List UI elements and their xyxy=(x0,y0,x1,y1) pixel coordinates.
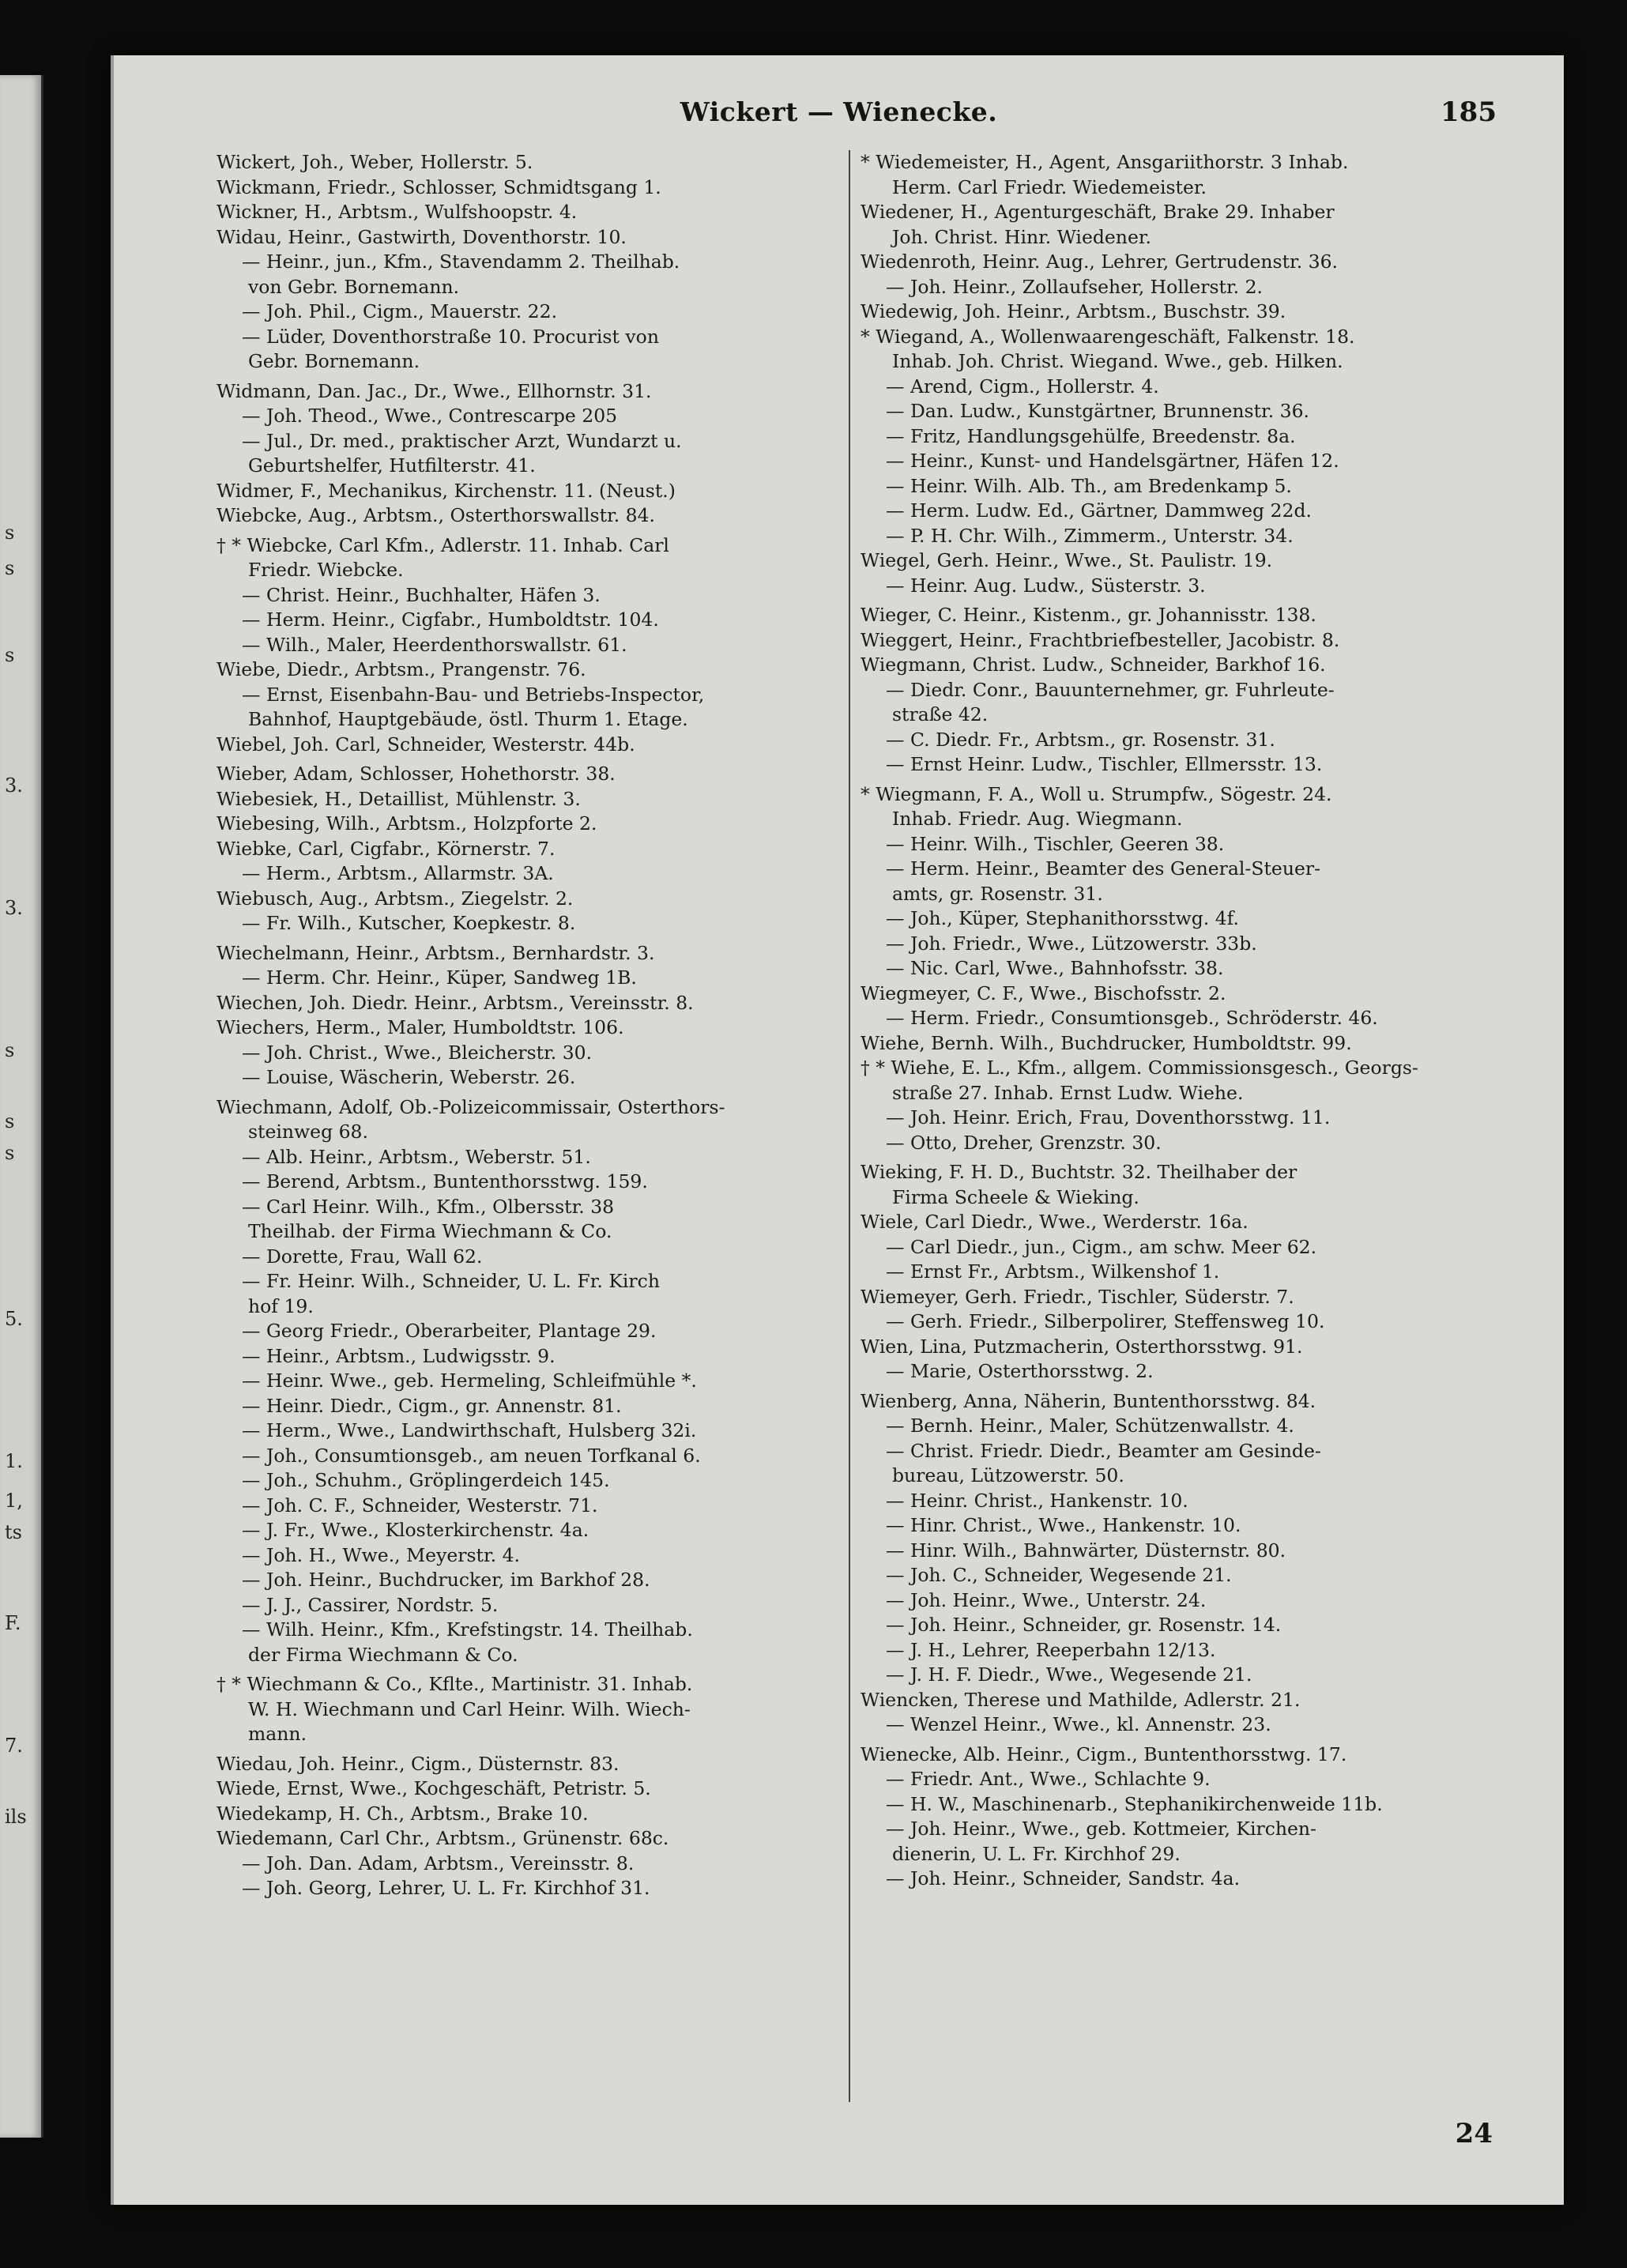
edge-fragment: ts xyxy=(5,1521,22,1543)
edge-fragment: s xyxy=(5,1110,15,1132)
directory-entry: — Heinr. Wilh. Alb. Th., am Bredenkamp 5. xyxy=(886,474,1292,497)
running-head: Wickert — Wienecke. xyxy=(680,96,998,127)
edge-fragment: s xyxy=(5,522,15,544)
directory-entry: * Wiedemeister, H., Agent, Ansgariithorstr. 3 Inhab. xyxy=(861,151,1349,173)
directory-entry: Wiebcke, Aug., Arbtsm., Osterthorswallstr. 84. xyxy=(217,504,656,526)
directory-entry: Wiebe, Diedr., Arbtsm., Prangenstr. 76. xyxy=(217,658,586,680)
adjacent-page-edge xyxy=(0,75,43,2138)
directory-entry: Wieggert, Heinr., Frachtbriefbesteller, Jacobistr. 8. xyxy=(861,628,1340,651)
directory-entry: — Fritz, Handlungsgehülfe, Breedenstr. 8a. xyxy=(886,424,1296,447)
entry-continuation: Theilhab. der Firma Wiechmann & Co. xyxy=(248,1220,612,1242)
directory-entry: — Fr. Heinr. Wilh., Schneider, U. L. Fr. Kirch xyxy=(242,1270,660,1292)
entry-continuation: straße 42. xyxy=(892,703,989,725)
entry-continuation: Friedr. Wiebcke. xyxy=(248,559,404,581)
directory-entry: — Ernst, Eisenbahn-Bau- und Betriebs-Inspector, xyxy=(242,683,705,706)
directory-entry: Wiegmeyer, C. F., Wwe., Bischofsstr. 2. xyxy=(861,981,1226,1004)
directory-entry: — Ernst Heinr. Ludw., Tischler, Ellmersstr. 13. xyxy=(886,753,1323,775)
directory-entry: — Herm. Friedr., Consumtionsgeb., Schröderstr. 46. xyxy=(886,1007,1378,1029)
directory-entry: † * Wiehe, E. L., Kfm., allgem. Commissionsgesch., Georgs- xyxy=(861,1057,1418,1079)
directory-entry: Widmann, Dan. Jac., Dr., Wwe., Ellhornstr. 31. xyxy=(217,379,652,402)
directory-entry: — Joh. C., Schneider, Wegesende 21. xyxy=(886,1564,1232,1586)
directory-entry: — Joh., Schuhm., Gröplingerdeich 145. xyxy=(242,1469,610,1491)
entry-continuation: hof 19. xyxy=(248,1294,314,1317)
directory-entry: Wiedekamp, H. Ch., Arbtsm., Brake 10. xyxy=(217,1802,589,1825)
directory-entry: Wiebel, Joh. Carl, Schneider, Westerstr. 44b. xyxy=(217,733,635,755)
directory-entry: — Hinr. Wilh., Bahnwärter, Düsternstr. 80. xyxy=(886,1539,1286,1562)
directory-entry: — Carl Heinr. Wilh., Kfm., Olbersstr. 38 xyxy=(242,1195,615,1218)
directory-entry: — Georg Friedr., Oberarbeiter, Plantage 29. xyxy=(242,1320,657,1342)
edge-fragment: 1, xyxy=(5,1490,23,1512)
entry-continuation: Joh. Christ. Hinr. Wiedener. xyxy=(892,225,1151,248)
directory-entry: — Friedr. Ant., Wwe., Schlachte 9. xyxy=(886,1768,1211,1790)
directory-entry: — Nic. Carl, Wwe., Bahnhofsstr. 38. xyxy=(886,957,1224,979)
entry-continuation: Geburtshelfer, Hutfilterstr. 41. xyxy=(248,454,536,477)
directory-entry: Wiebesiek, H., Detaillist, Mühlenstr. 3. xyxy=(217,787,581,810)
entry-continuation: Bahnhof, Hauptgebäude, östl. Thurm 1. Etage. xyxy=(248,708,688,730)
directory-entry: — J. H. F. Diedr., Wwe., Wegesende 21. xyxy=(886,1663,1252,1686)
directory-entry: — Wenzel Heinr., Wwe., kl. Annenstr. 23. xyxy=(886,1713,1271,1735)
directory-entry: Wiedener, H., Agenturgeschäft, Brake 29. Inhaber xyxy=(861,201,1335,223)
directory-entry: — Joh., Consumtionsgeb., am neuen Torfkanal 6. xyxy=(242,1444,701,1467)
directory-entry: — Carl Diedr., jun., Cigm., am schw. Meer 62. xyxy=(886,1235,1317,1258)
entry-continuation: der Firma Wiechmann & Co. xyxy=(248,1643,518,1666)
directory-entry: — Wilh., Maler, Heerdenthorswallstr. 61. xyxy=(242,633,627,656)
directory-entry: — Joh. C. F., Schneider, Westerstr. 71. xyxy=(242,1494,598,1516)
entry-continuation: straße 27. Inhab. Ernst Ludw. Wiehe. xyxy=(892,1081,1244,1104)
left-column xyxy=(217,150,857,1901)
directory-entry: — Joh. Heinr. Erich, Frau, Doventhorsstwg. 11. xyxy=(886,1106,1331,1128)
directory-entry: Wiebesing, Wilh., Arbtsm., Holzpforte 2. xyxy=(217,812,597,834)
directory-entry: — Fr. Wilh., Kutscher, Koepkestr. 8. xyxy=(242,912,576,934)
directory-entry: — Joh. Georg, Lehrer, U. L. Fr. Kirchhof 31. xyxy=(242,1877,650,1899)
directory-entry: Wieber, Adam, Schlosser, Hohethorstr. 38. xyxy=(217,763,616,785)
directory-entry: — Dorette, Frau, Wall 62. xyxy=(242,1245,483,1268)
edge-fragment: s xyxy=(5,1142,15,1164)
directory-entry: Wiegel, Gerh. Heinr., Wwe., St. Paulistr. 19. xyxy=(861,549,1273,571)
directory-entry: — Joh. Christ., Wwe., Bleicherstr. 30. xyxy=(242,1041,593,1064)
directory-entry: — Bernh. Heinr., Maler, Schützenwallstr. 4. xyxy=(886,1415,1294,1437)
directory-entry: — H. W., Maschinenarb., Stephanikirchenweide 11b. xyxy=(886,1792,1383,1815)
directory-entry: — Heinr., Arbtsm., Ludwigsstr. 9. xyxy=(242,1344,556,1367)
directory-entry: Wickmann, Friedr., Schlosser, Schmidtsgang 1. xyxy=(217,175,661,198)
directory-entry: * Wiegmann, F. A., Woll u. Strumpfw., Sögestr. 24. xyxy=(861,782,1332,805)
directory-entry: Wieking, F. H. D., Buchtstr. 32. Theilhaber der xyxy=(861,1161,1297,1183)
directory-entry: Wiebke, Carl, Cigfabr., Körnerstr. 7. xyxy=(217,837,556,860)
directory-entry: — Herm. Ludw. Ed., Gärtner, Dammweg 22d. xyxy=(886,499,1312,522)
directory-entry: — Joh. Dan. Adam, Arbtsm., Vereinsstr. 8. xyxy=(242,1852,635,1874)
entry-continuation: von Gebr. Bornemann. xyxy=(248,275,460,298)
directory-entry: — J. H., Lehrer, Reeperbahn 12/13. xyxy=(886,1638,1216,1661)
directory-entry: — Dan. Ludw., Kunstgärtner, Brunnenstr. 36. xyxy=(886,400,1310,422)
edge-fragment: ils xyxy=(5,1806,27,1828)
directory-entry: Wienecke, Alb. Heinr., Cigm., Buntenthorsstwg. 17. xyxy=(861,1742,1347,1765)
directory-entry: Wiedewig, Joh. Heinr., Arbtsm., Buschstr. 39. xyxy=(861,300,1286,322)
directory-entry: Wickner, H., Arbtsm., Wulfshoopstr. 4. xyxy=(217,201,578,223)
directory-entry: — Lüder, Doventhorstraße 10. Procurist von xyxy=(242,325,659,348)
directory-entry: Wiegmann, Christ. Ludw., Schneider, Barkhof 16. xyxy=(861,654,1326,676)
entry-continuation: bureau, Lützowerstr. 50. xyxy=(892,1464,1124,1486)
directory-entry: — Heinr. Aug. Ludw., Süsterstr. 3. xyxy=(886,574,1206,597)
directory-entry: Widmer, F., Mechanikus, Kirchenstr. 11. (Neust.) xyxy=(217,479,676,502)
directory-entry: — J. Fr., Wwe., Klosterkirchenstr. 4a. xyxy=(242,1519,589,1541)
entry-continuation: Firma Scheele & Wieking. xyxy=(892,1185,1139,1208)
directory-entry: — Joh., Küper, Stephanithorsstwg. 4f. xyxy=(886,907,1239,929)
entry-continuation: steinweg 68. xyxy=(248,1121,368,1143)
directory-entry: — Heinr. Wilh., Tischler, Geeren 38. xyxy=(886,832,1225,855)
edge-fragment: 1. xyxy=(5,1450,23,1472)
entry-continuation: Gebr. Bornemann. xyxy=(248,350,420,372)
directory-entry: Wiechelmann, Heinr., Arbtsm., Bernhardstr. 3. xyxy=(217,941,655,964)
directory-entry: Wien, Lina, Putzmacherin, Osterthorsstwg. 91. xyxy=(861,1335,1303,1358)
directory-entry: Wiede, Ernst, Wwe., Kochgeschäft, Petristr. 5. xyxy=(217,1777,651,1799)
directory-entry: — Heinr. Wwe., geb. Hermeling, Schleifmühle *. xyxy=(242,1369,697,1392)
edge-fragment: s xyxy=(5,644,15,666)
directory-entry: — Herm. Heinr., Beamter des General-Steuer- xyxy=(886,857,1321,880)
directory-entry: — Joh. Heinr., Buchdrucker, im Barkhof 28. xyxy=(242,1569,650,1591)
directory-entry: — Ernst Fr., Arbtsm., Wilkenshof 1. xyxy=(886,1260,1220,1283)
directory-entry: — Joh. Phil., Cigm., Mauerstr. 22. xyxy=(242,300,558,322)
directory-entry: — Louise, Wäscherin, Weberstr. 26. xyxy=(242,1066,576,1088)
directory-entry: — Jul., Dr. med., praktischer Arzt, Wundarzt u. xyxy=(242,429,682,452)
directory-entry: Wiebusch, Aug., Arbtsm., Ziegelstr. 2. xyxy=(217,887,574,910)
directory-entry: — Berend, Arbtsm., Buntenthorsstwg. 159. xyxy=(242,1170,648,1192)
entry-continuation: Herm. Carl Friedr. Wiedemeister. xyxy=(892,175,1207,198)
directory-entry: — Joh. Theod., Wwe., Contrescarpe 205 xyxy=(242,405,618,427)
entry-continuation: amts, gr. Rosenstr. 31. xyxy=(892,882,1103,905)
directory-entry: — Herm., Arbtsm., Allarmstr. 3A. xyxy=(242,862,554,884)
directory-entry: — P. H. Chr. Wilh., Zimmerm., Unterstr. 34. xyxy=(886,524,1294,547)
directory-entry: — Heinr. Diedr., Cigm., gr. Annenstr. 81. xyxy=(242,1394,622,1417)
directory-entry: Wienberg, Anna, Näherin, Buntenthorsstwg. 84. xyxy=(861,1389,1316,1412)
directory-entry: — Joh. Friedr., Wwe., Lützowerstr. 33b. xyxy=(886,932,1257,955)
directory-entry: — Hinr. Christ., Wwe., Hankenstr. 10. xyxy=(886,1514,1241,1536)
directory-entry: — Otto, Dreher, Grenzstr. 30. xyxy=(886,1131,1162,1154)
directory-entry: Wiencken, Therese und Mathilde, Adlerstr. 21. xyxy=(861,1688,1301,1711)
directory-entry: Wiedenroth, Heinr. Aug., Lehrer, Gertrudenstr. 36. xyxy=(861,251,1339,273)
directory-entry: — Christ. Friedr. Diedr., Beamter am Gesinde- xyxy=(886,1439,1321,1462)
directory-entry: — Joh. H., Wwe., Meyerstr. 4. xyxy=(242,1543,521,1566)
directory-entry: — Diedr. Conr., Bauunternehmer, gr. Fuhrleute- xyxy=(886,678,1335,701)
directory-entry: † * Wiebcke, Carl Kfm., Adlerstr. 11. Inhab. Carl xyxy=(217,533,669,556)
directory-entry: — J. J., Cassirer, Nordstr. 5. xyxy=(242,1593,499,1616)
directory-entry: Wickert, Joh., Weber, Hollerstr. 5. xyxy=(217,151,533,173)
directory-entry: — Marie, Osterthorsstwg. 2. xyxy=(886,1360,1154,1382)
directory-entry: Widau, Heinr., Gastwirth, Doventhorstr. 10. xyxy=(217,225,627,248)
edge-fragment: 3. xyxy=(5,774,23,797)
directory-entry: * Wiegand, A., Wollenwaarengeschäft, Falkenstr. 18. xyxy=(861,325,1355,348)
entry-continuation: W. H. Wiechmann und Carl Heinr. Wilh. Wiech- xyxy=(248,1697,691,1720)
directory-page xyxy=(111,55,1564,2205)
entry-continuation: dienerin, U. L. Fr. Kirchhof 29. xyxy=(892,1842,1181,1865)
edge-fragment: 5. xyxy=(5,1308,23,1330)
directory-entry: † * Wiechmann & Co., Kflte., Martinistr. 31. Inhab. xyxy=(217,1673,693,1695)
right-column xyxy=(861,150,1516,1892)
directory-entry: — Heinr., Kunst- und Handelsgärtner, Häfen 12. xyxy=(886,450,1339,472)
directory-entry: Wiele, Carl Diedr., Wwe., Werderstr. 16a. xyxy=(861,1211,1248,1233)
page-header xyxy=(114,96,1564,136)
directory-entry: Wiechers, Herm., Maler, Humboldtstr. 106. xyxy=(217,1016,624,1038)
directory-entry: — Arend, Cigm., Hollerstr. 4. xyxy=(886,375,1159,397)
edge-fragment: s xyxy=(5,557,15,579)
signature-mark: 24 xyxy=(1455,2118,1493,2149)
directory-entry: Wiedemann, Carl Chr., Arbtsm., Grünenstr. 68c. xyxy=(217,1827,669,1849)
directory-entry: — Joh. Heinr., Wwe., Unterstr. 24. xyxy=(886,1588,1207,1611)
directory-entry: — Herm. Chr. Heinr., Küper, Sandweg 1B. xyxy=(242,966,637,989)
directory-entry: — Heinr. Christ., Hankenstr. 10. xyxy=(886,1489,1188,1512)
directory-entry: — Joh. Heinr., Wwe., geb. Kottmeier, Kirchen- xyxy=(886,1818,1316,1840)
directory-entry: — Alb. Heinr., Arbtsm., Weberstr. 51. xyxy=(242,1145,591,1168)
directory-entry: — Herm., Wwe., Landwirthschaft, Hulsberg 32i. xyxy=(242,1419,697,1441)
page-number: 185 xyxy=(1441,96,1497,128)
directory-entry: — Christ. Heinr., Buchhalter, Häfen 3. xyxy=(242,583,601,606)
directory-entry: — Herm. Heinr., Cigfabr., Humboldtstr. 104. xyxy=(242,608,659,631)
edge-fragment: s xyxy=(5,1039,15,1061)
directory-entry: — Gerh. Friedr., Silberpolirer, Steffensweg 10. xyxy=(886,1310,1325,1332)
directory-entry: — Joh. Heinr., Zollaufseher, Hollerstr. 2. xyxy=(886,275,1264,298)
edge-fragment: 7. xyxy=(5,1735,23,1757)
edge-fragment: 3. xyxy=(5,897,23,919)
directory-entry: Wiehe, Bernh. Wilh., Buchdrucker, Humboldtstr. 99. xyxy=(861,1031,1352,1054)
directory-entry: Wiechmann, Adolf, Ob.-Polizeicommissair, Osterthors- xyxy=(217,1095,725,1118)
directory-entry: — Joh. Heinr., Schneider, Sandstr. 4a. xyxy=(886,1867,1241,1889)
entry-continuation: Inhab. Joh. Christ. Wiegand. Wwe., geb. Hilken. xyxy=(892,350,1343,372)
directory-entry: Wiedau, Joh. Heinr., Cigm., Düsternstr. 83. xyxy=(217,1752,620,1775)
edge-fragment: F. xyxy=(5,1612,21,1634)
directory-entry: — Joh. Heinr., Schneider, gr. Rosenstr. 14. xyxy=(886,1614,1282,1636)
entry-continuation: Inhab. Friedr. Aug. Wiegmann. xyxy=(892,808,1183,830)
column-divider xyxy=(849,150,850,2102)
directory-entry: Wieger, C. Heinr., Kistenm., gr. Johannisstr. 138. xyxy=(861,604,1316,626)
entry-continuation: mann. xyxy=(248,1723,307,1745)
directory-entry: Wiemeyer, Gerh. Friedr., Tischler, Süderstr. 7. xyxy=(861,1285,1294,1308)
directory-entry: Wiechen, Joh. Diedr. Heinr., Arbtsm., Vereinsstr. 8. xyxy=(217,991,694,1014)
directory-entry: — Heinr., jun., Kfm., Stavendamm 2. Theilhab. xyxy=(242,251,680,273)
directory-entry: — C. Diedr. Fr., Arbtsm., gr. Rosenstr. 31. xyxy=(886,728,1275,751)
directory-entry: — Wilh. Heinr., Kfm., Krefstingstr. 14. Theilhab. xyxy=(242,1618,693,1641)
